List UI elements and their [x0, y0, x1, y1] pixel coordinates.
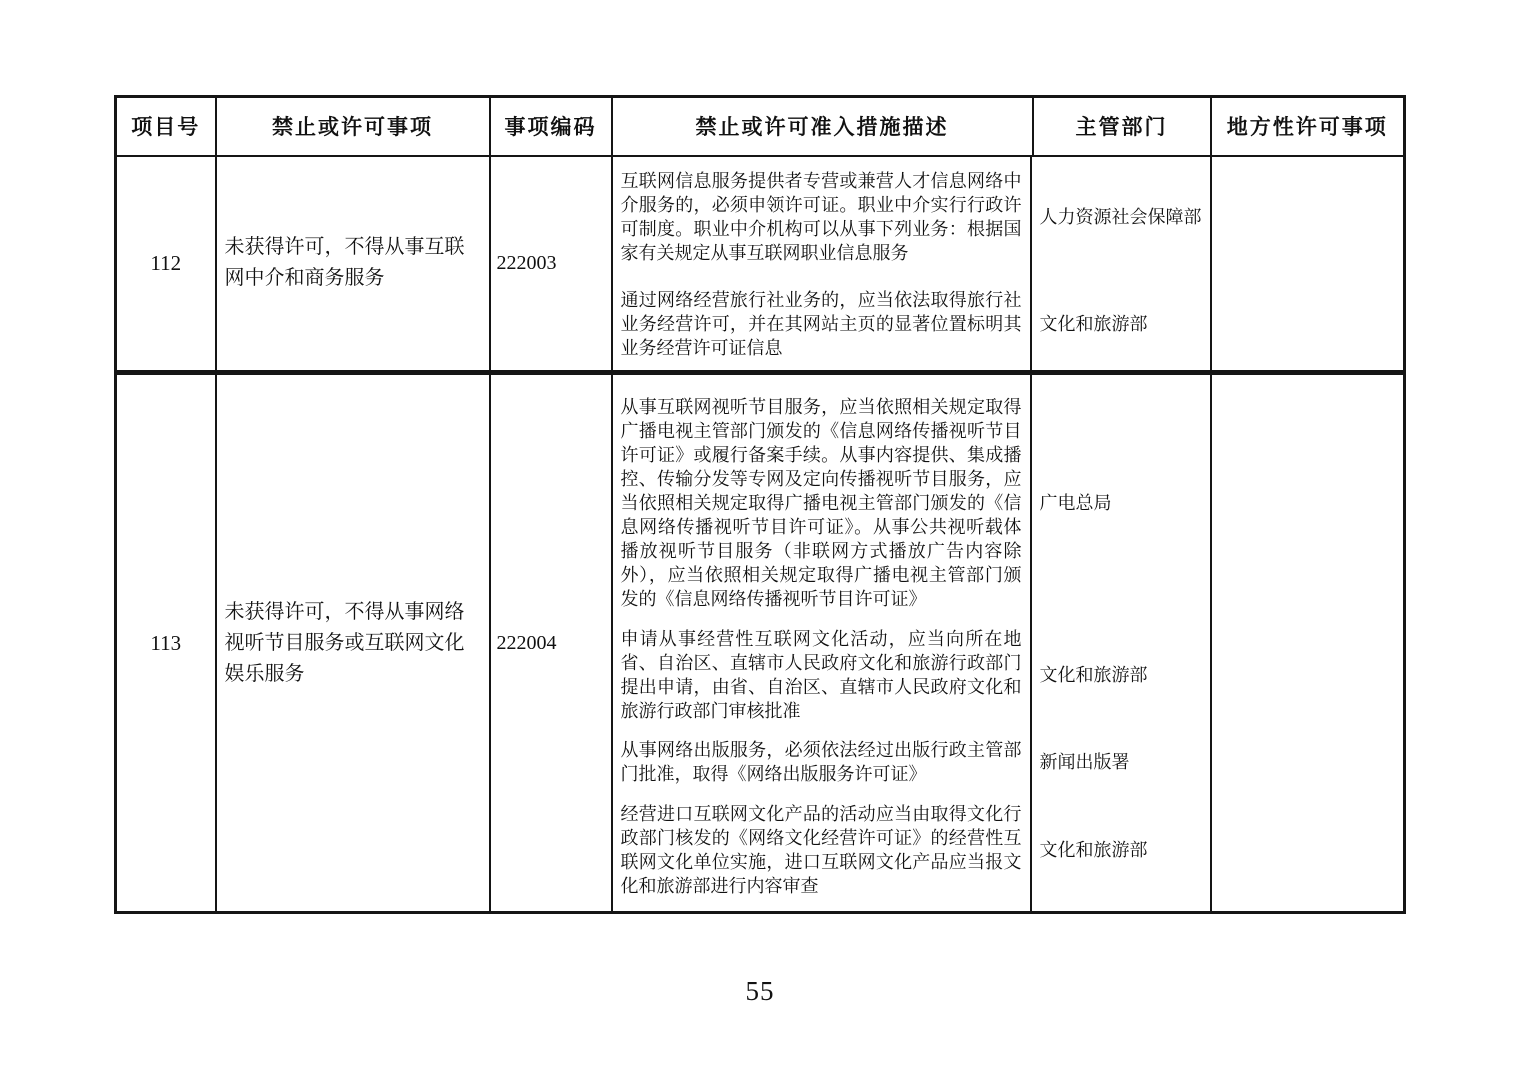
negative-list-table [114, 95, 1406, 914]
measure-department: 人力资源社会保障部 [1039, 206, 1202, 227]
measure-item [613, 627, 1210, 723]
measure-item [613, 802, 1210, 898]
column-divider [1030, 157, 1032, 371]
item-code: 222004 [490, 373, 612, 913]
measure-item [613, 169, 1210, 265]
measure-item [613, 395, 1210, 611]
measure-item [613, 738, 1210, 786]
measures-cell [612, 156, 1211, 373]
measure-description: 从事网络出版服务，必须依法经过出版行政主管部门批准，取得《网络出版服务许可证》 [620, 740, 1022, 785]
measures-list [613, 157, 1210, 370]
measure-department: 文化和旅游部 [1039, 664, 1148, 685]
measure-description: 申请从事经营性互联网文化活动，应当向所在地省、自治区、直辖市人民政府文化和旅游行政部门提出申请，由省、自治区、直辖市人民政府文化和旅游行政部门审核批准 [620, 628, 1022, 721]
measures-list [613, 375, 1210, 908]
matter-text: 未获得许可，不得从事网络视听节目服务或互联网文化娱乐服务 [216, 373, 490, 913]
measure-department: 新闻出版署 [1039, 752, 1130, 773]
local-licensing-cell [1211, 373, 1405, 913]
measure-department: 文化和旅游部 [1039, 839, 1148, 860]
column-divider [1030, 375, 1032, 911]
measures-cell [612, 373, 1211, 913]
measure-department: 文化和旅游部 [1039, 313, 1148, 334]
header-item-number: 项目号 [116, 97, 216, 156]
local-licensing-cell [1211, 156, 1405, 373]
measure-description: 从事互联网视听节目服务，应当依照相关规定取得广播电视主管部门颁发的《信息网络传播视听节目许可证》或履行备案手续。从事内容提供、集成播控、传输分发等专网及定向传播视听节目服务，应当依照相关规定取得广播电视主管部门颁发的《信息网络传播视听节目许可证》。从事公共视听载体播放视听节目服务（非联网方式播放广告内容除外），应当依照相关规定取得广播电视主管部门颁发的《信息网络传播视听节目许可证》 [620, 397, 1022, 609]
measure-item [613, 288, 1210, 360]
measure-description: 互联网信息服务提供者专营或兼营人才信息网络中介服务的，必须申领许可证。职业中介实行行政许可制度。职业中介机构可以从事下列业务：根据国家有关规定从事互联网职业信息服务 [620, 170, 1022, 263]
table-header-row [116, 97, 1405, 156]
table-row [116, 156, 1405, 373]
measure-description: 经营进口互联网文化产品的活动应当由取得文化行政部门核发的《网络文化经营许可证》的经营性互联网文化单位实施，进口互联网文化产品应当报文化和旅游部进行内容审查 [620, 803, 1022, 896]
item-number: 112 [116, 156, 216, 373]
measure-department: 广电总局 [1039, 493, 1112, 513]
item-number: 113 [116, 373, 216, 913]
header-matter: 禁止或许可事项 [216, 97, 490, 156]
matter-text: 未获得许可，不得从事互联网中介和商务服务 [216, 156, 490, 373]
item-code: 222003 [490, 156, 612, 373]
header-department: 主管部门 [1033, 97, 1211, 156]
page-number: 55 [745, 976, 775, 1006]
measure-description: 通过网络经营旅行社业务的，应当依法取得旅行社业务经营许可，并在其网站主页的显著位置标明其业务经营许可证信息 [620, 289, 1022, 358]
header-item-code: 事项编码 [490, 97, 612, 156]
header-local-licensing: 地方性许可事项 [1211, 97, 1405, 156]
table-row [116, 373, 1405, 913]
header-measure-description: 禁止或许可准入措施描述 [612, 97, 1033, 156]
